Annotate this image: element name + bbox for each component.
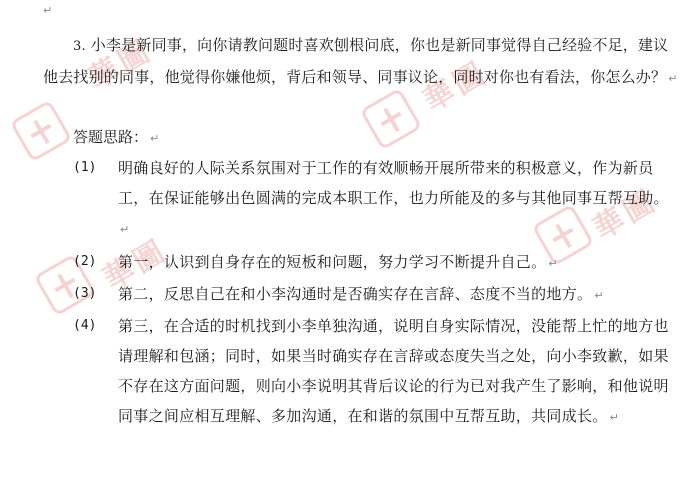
watermark-logo-icon xyxy=(360,88,423,151)
paragraph-mark: ↵ xyxy=(594,289,604,302)
paragraph-mark: ↵ xyxy=(609,411,620,424)
list-item-number: (2) xyxy=(73,254,97,269)
paragraph-mark: ↵ xyxy=(668,72,678,85)
list-item-number: (1) xyxy=(73,160,97,175)
watermark-logo-icon: 華圖 xyxy=(587,182,664,248)
question-text: 小李是新同事，向你请教问题时喜欢刨根问底，你也是新同事觉得自己经验不足，建议他去找别的同事，他觉得你嫌他烦，背后和领导、同事议论，同时对你也有看法，你怎么办？ xyxy=(43,36,669,86)
list-item-text xyxy=(118,247,678,279)
paragraph-mark: ↵ xyxy=(548,257,558,270)
question-number: 3. xyxy=(73,39,86,54)
watermark-logo-icon: 華圖 xyxy=(82,32,159,98)
answer-heading-text: 答题思路： xyxy=(73,128,149,146)
watermark-logo-icon xyxy=(10,100,73,163)
paragraph-mark: ↵ xyxy=(43,4,53,17)
list-item-text xyxy=(118,153,678,245)
list-item-body: 第三，在合适的时机找到小李单独沟通，说明自身实际情况，没能帮上忙的地方也请理解和包涵；同时，如果当时确实存在言辞或态度失当之处，向小李致歉，如果不存在这方面问题，则向小李说明其背后议论的行为已对我产生了影响，和他说明同事之间应相互理解、多加沟通，在和谐的氛围中互帮互助，共同成长。 xyxy=(118,317,669,425)
list-item-number: (3) xyxy=(73,286,97,301)
watermark-logo-icon: 華圖 xyxy=(97,232,174,298)
paragraph-mark: ↵ xyxy=(120,223,130,236)
answer-heading xyxy=(73,124,159,152)
list-item-text xyxy=(118,279,678,311)
list-item-body: 第一，认识到自身存在的短板和问题，努力学习不断提升自己。 xyxy=(118,253,547,271)
watermark-logo-icon: 華圖 xyxy=(417,54,494,120)
list-item-text xyxy=(118,311,678,433)
list-item-number: (4) xyxy=(73,318,97,333)
list-item-body: 第二，反思自己在和小李沟通时是否确实存在言辞、态度不当的地方。 xyxy=(118,285,593,303)
list-item-body: 明确良好的人际关系氛围对于工作的有效顺畅开展所带来的积极意义，作为新员工，在保证能够出色圆满的完成本职工作，也力所能及的多与其他同事互帮互助。 xyxy=(118,159,669,207)
question-paragraph xyxy=(43,30,683,94)
paragraph-mark: ↵ xyxy=(150,132,160,145)
